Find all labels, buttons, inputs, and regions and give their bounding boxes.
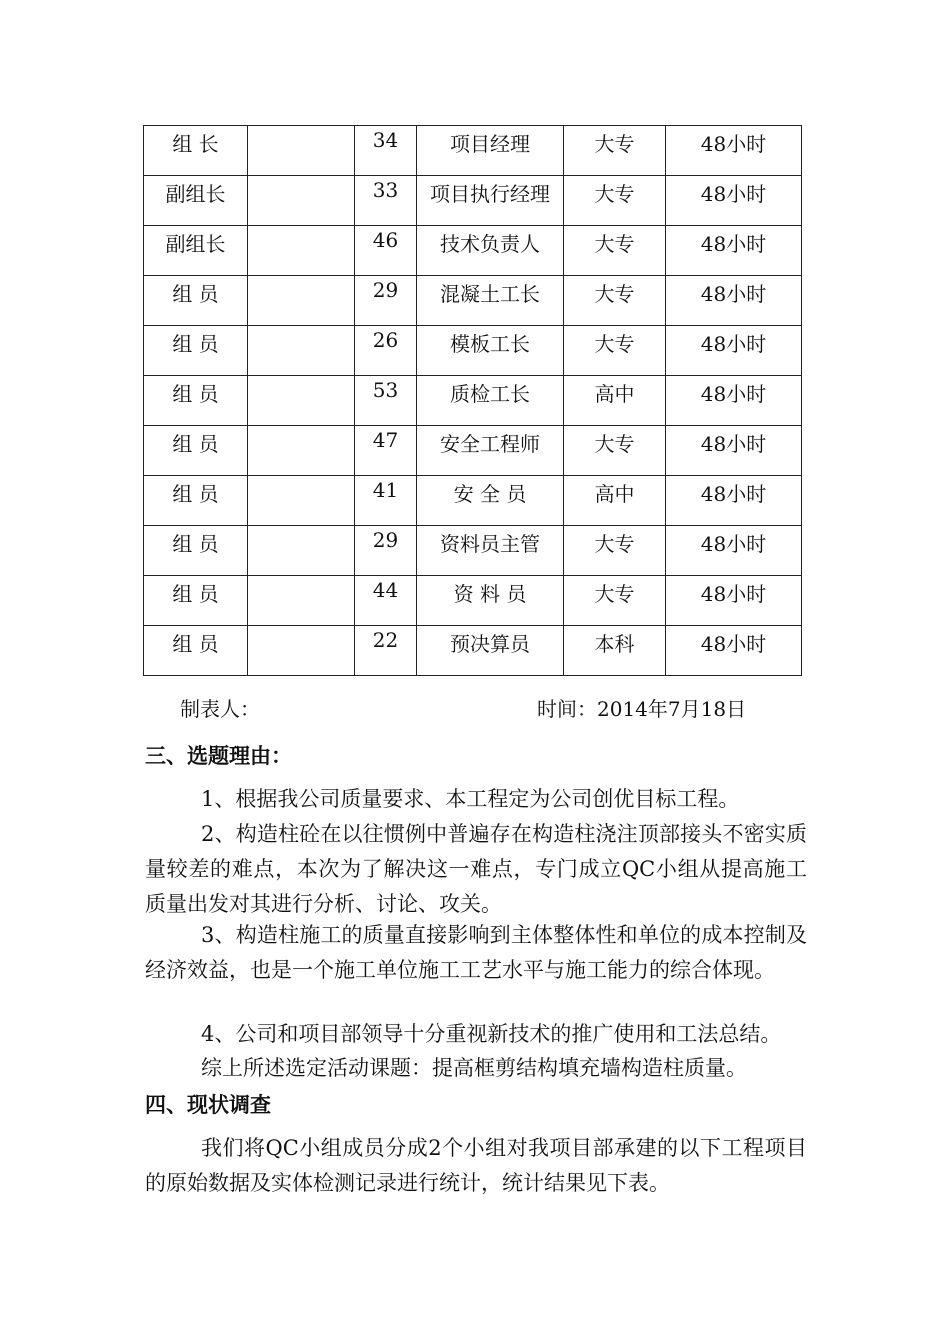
training-hours-cell: 48小时 xyxy=(666,526,802,576)
position-cell: 安 全 员 xyxy=(417,476,564,526)
education-cell: 大专 xyxy=(564,226,666,276)
role-cell: 组 员 xyxy=(144,326,248,376)
section-3-item-1: 1、根据我公司质量要求、本工程定为公司创优目标工程。 xyxy=(201,787,740,811)
education-cell: 大专 xyxy=(564,176,666,226)
section-3-item-2: 2、构造柱砼在以往惯例中普遍存在构造柱浇注顶部接头不密实质量较差的难点，本次为了解决这一难点，专门成立QC小组从提高施工质量出发对其进行分析、讨论、攻关。 xyxy=(145,822,807,916)
position-cell: 质检工长 xyxy=(417,376,564,426)
education-cell: 大专 xyxy=(564,526,666,576)
name-cell xyxy=(248,376,355,426)
education-cell: 本科 xyxy=(564,626,666,676)
table-row xyxy=(144,276,802,326)
name-cell xyxy=(248,526,355,576)
name-cell xyxy=(248,226,355,276)
role-cell: 副组长 xyxy=(144,226,248,276)
age-cell: 46 xyxy=(355,226,417,276)
table-row xyxy=(144,176,802,226)
table-row xyxy=(144,376,802,426)
name-cell xyxy=(248,176,355,226)
role-cell: 副组长 xyxy=(144,176,248,226)
section-3-heading: 三、选题理由： xyxy=(145,744,292,768)
name-cell xyxy=(248,326,355,376)
table-row xyxy=(144,526,802,576)
position-cell: 预决算员 xyxy=(417,626,564,676)
position-cell: 资料员主管 xyxy=(417,526,564,576)
position-cell: 安全工程师 xyxy=(417,426,564,476)
table-row xyxy=(144,426,802,476)
role-cell: 组 员 xyxy=(144,626,248,676)
age-cell: 33 xyxy=(355,176,417,226)
role-cell: 组 员 xyxy=(144,276,248,326)
table-row xyxy=(144,576,802,626)
table-maker-label: 制表人： xyxy=(180,697,260,721)
role-cell: 组 员 xyxy=(144,576,248,626)
training-hours-cell: 48小时 xyxy=(666,576,802,626)
age-cell: 29 xyxy=(355,276,417,326)
position-cell: 资 料 员 xyxy=(417,576,564,626)
member-table xyxy=(143,125,802,676)
education-cell: 大专 xyxy=(564,126,666,176)
age-cell: 26 xyxy=(355,326,417,376)
position-cell: 模板工长 xyxy=(417,326,564,376)
training-hours-cell: 48小时 xyxy=(666,326,802,376)
training-hours-cell: 48小时 xyxy=(666,426,802,476)
training-hours-cell: 48小时 xyxy=(666,476,802,526)
table-row xyxy=(144,226,802,276)
age-cell: 34 xyxy=(355,126,417,176)
table-row xyxy=(144,626,802,676)
position-cell: 项目经理 xyxy=(417,126,564,176)
section-3-item-4: 4、公司和项目部领导十分重视新技术的推广使用和工法总结。 xyxy=(201,1022,782,1046)
section-4-heading: 四、现状调查 xyxy=(145,1093,271,1117)
role-cell: 组 员 xyxy=(144,476,248,526)
education-cell: 大专 xyxy=(564,426,666,476)
age-cell: 41 xyxy=(355,476,417,526)
training-hours-cell: 48小时 xyxy=(666,226,802,276)
position-cell: 混凝土工长 xyxy=(417,276,564,326)
age-cell: 53 xyxy=(355,376,417,426)
training-hours-cell: 48小时 xyxy=(666,376,802,426)
education-cell: 高中 xyxy=(564,476,666,526)
section-3-item-3: 3、构造柱施工的质量直接影响到主体整体性和单位的成本控制及经济效益，也是一个施工单位施工工艺水平与施工能力的综合体现。 xyxy=(145,923,807,982)
table-date: 时间：2014年7月18日 xyxy=(537,697,747,721)
table-row xyxy=(144,126,802,176)
training-hours-cell: 48小时 xyxy=(666,126,802,176)
name-cell xyxy=(248,476,355,526)
role-cell: 组 员 xyxy=(144,526,248,576)
position-cell: 项目执行经理 xyxy=(417,176,564,226)
age-cell: 44 xyxy=(355,576,417,626)
role-cell: 组 员 xyxy=(144,426,248,476)
section-3-conclusion: 综上所述选定活动课题：提高框剪结构填充墙构造柱质量。 xyxy=(201,1056,747,1080)
name-cell xyxy=(248,276,355,326)
training-hours-cell: 48小时 xyxy=(666,176,802,226)
age-cell: 22 xyxy=(355,626,417,676)
position-cell: 技术负责人 xyxy=(417,226,564,276)
name-cell xyxy=(248,576,355,626)
age-cell: 47 xyxy=(355,426,417,476)
training-hours-cell: 48小时 xyxy=(666,626,802,676)
name-cell xyxy=(248,426,355,476)
table-row xyxy=(144,476,802,526)
role-cell: 组 长 xyxy=(144,126,248,176)
education-cell: 大专 xyxy=(564,576,666,626)
education-cell: 大专 xyxy=(564,326,666,376)
education-cell: 高中 xyxy=(564,376,666,426)
table-row xyxy=(144,326,802,376)
education-cell: 大专 xyxy=(564,276,666,326)
age-cell: 29 xyxy=(355,526,417,576)
training-hours-cell: 48小时 xyxy=(666,276,802,326)
section-4-paragraph: 我们将QC小组成员分成2个小组对我项目部承建的以下工程项目的原始数据及实体检测记录进行统计，统计结果见下表。 xyxy=(145,1136,807,1195)
name-cell xyxy=(248,126,355,176)
role-cell: 组 员 xyxy=(144,376,248,426)
name-cell xyxy=(248,626,355,676)
